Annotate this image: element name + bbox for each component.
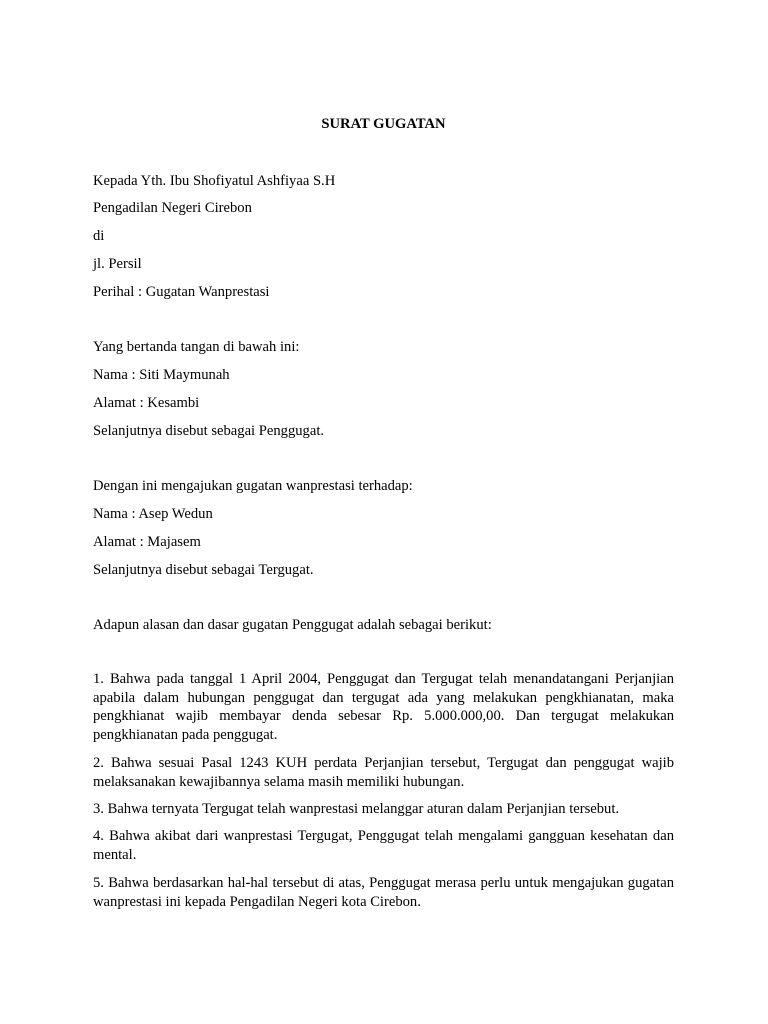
document-page bbox=[93, 0, 674, 1024]
plaintiff-role: Selanjutnya disebut sebagai Penggugat. bbox=[93, 423, 325, 439]
plaintiff-intro: Yang bertanda tangan di bawah ini: bbox=[93, 339, 300, 355]
addressee-address: jl. Persil bbox=[93, 256, 142, 272]
plaintiff-name: Nama : Siti Maymunah bbox=[93, 367, 230, 383]
reason-item-2: 2. Bahwa sesuai Pasal 1243 KUH perdata Perjanjian tersebut, Tergugat dan penggugat wajib melaksanakan kewajibannya selama masih memiliki hubungan. bbox=[93, 755, 674, 790]
defendant-name: Nama : Asep Wedun bbox=[93, 506, 213, 522]
defendant-address: Alamat : Majasem bbox=[93, 534, 201, 550]
addressee-to: Kepada Yth. Ibu Shofiyatul Ashfiyaa S.H bbox=[93, 173, 336, 189]
subject-line: Perihal : Gugatan Wanprestasi bbox=[93, 284, 270, 300]
defendant-role: Selanjutnya disebut sebagai Tergugat. bbox=[93, 562, 314, 578]
reason-item-5: 5. Bahwa berdasarkan hal-hal tersebut di atas, Penggugat merasa perlu untuk mengajukan gugatan wanprestasi ini kepada Pengadilan Negeri kota Cirebon. bbox=[93, 875, 674, 910]
reason-item-1: 1. Bahwa pada tanggal 1 April 2004, Penggugat dan Tergugat telah menandatangani Perjanjian apabila dalam hubungan penggugat dan tergugat ada yang melakukan pengkhianatan, maka pengkhianat wajib membayar denda sebesar Rp. 5.000.000,00. Dan tergugat melakukan pengkhianatan pada penggugat. bbox=[93, 671, 674, 743]
addressee-di: di bbox=[93, 228, 105, 244]
reasons-intro: Adapun alasan dan dasar gugatan Penggugat adalah sebagai berikut: bbox=[93, 617, 492, 633]
reason-item-3: 3. Bahwa ternyata Tergugat telah wanprestasi melanggar aturan dalam Perjanjian tersebut. bbox=[93, 801, 620, 817]
reason-item-4: 4. Bahwa akibat dari wanprestasi Tergugat, Penggugat telah mengalami gangguan kesehatan dan mental. bbox=[93, 828, 674, 863]
addressee-court: Pengadilan Negeri Cirebon bbox=[93, 200, 252, 216]
plaintiff-address: Alamat : Kesambi bbox=[93, 395, 200, 411]
document-title: SURAT GUGATAN bbox=[321, 116, 446, 132]
defendant-intro: Dengan ini mengajukan gugatan wanprestasi terhadap: bbox=[93, 478, 413, 494]
